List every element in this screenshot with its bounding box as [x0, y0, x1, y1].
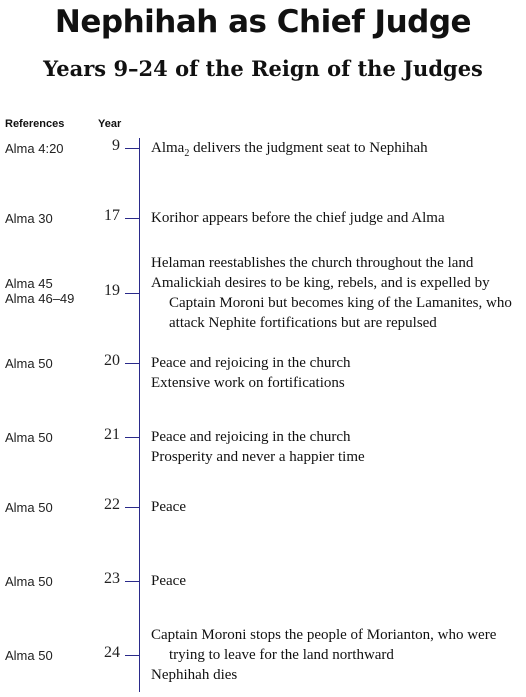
year-label: 22 [104, 496, 120, 513]
reference: Alma 50 [5, 356, 53, 371]
reference: Alma 4:20 [5, 141, 64, 156]
year-label: 24 [104, 644, 120, 661]
year-header: Year [98, 118, 122, 130]
event: Korihor appears before the chief judge and Alma [151, 210, 445, 226]
year-label: 9 [112, 137, 120, 154]
events-cell [151, 497, 523, 517]
events-cell [151, 138, 523, 164]
year-tick [125, 581, 139, 582]
year-label: 23 [104, 570, 120, 587]
events-cell [151, 253, 523, 333]
page-title: Nephihah as Chief Judge [54, 4, 472, 40]
references-cell [5, 500, 53, 515]
event: Helaman reestablishes the church throughout the land [151, 255, 474, 271]
references-cell [5, 141, 64, 156]
event: Captain Moroni stops the people of Morianton, who were trying to leave for the land northward [151, 627, 497, 663]
reference: Alma 50 [5, 574, 53, 589]
events-cell [151, 571, 523, 591]
year-tick [125, 363, 139, 364]
year-tick [125, 293, 139, 294]
year-label: 21 [104, 426, 120, 443]
reference: Alma 46–49 [5, 291, 75, 306]
event: Peace [151, 573, 186, 589]
event: Nephihah dies [151, 667, 238, 683]
events-cell [151, 208, 523, 228]
timeline-axis [139, 138, 140, 692]
events-cell [151, 625, 523, 685]
year-tick [125, 148, 139, 149]
year-tick [125, 655, 139, 656]
year-label: 19 [104, 282, 120, 299]
references-cell [5, 574, 53, 589]
reference: Alma 50 [5, 430, 53, 445]
year-label: 17 [104, 207, 120, 224]
event: Peace and rejoicing in the church [151, 429, 351, 445]
references-cell [5, 356, 53, 371]
reference: Alma 30 [5, 211, 53, 226]
year-tick [125, 437, 139, 438]
year-tick [125, 507, 139, 508]
event: Prosperity and never a happier time [151, 449, 365, 465]
reference: Alma 50 [5, 648, 53, 663]
reference: Alma 45 [5, 276, 53, 291]
year-label: 20 [104, 352, 120, 369]
references-cell [5, 648, 53, 663]
reference: Alma 50 [5, 500, 53, 515]
event: Peace [151, 499, 186, 515]
events-cell [151, 427, 523, 467]
year-tick [125, 218, 139, 219]
events-cell [151, 353, 523, 393]
page-subtitle: Years 9–24 of the Reign of the Judges [43, 56, 483, 81]
references-cell [5, 211, 53, 226]
event: Amalickiah desires to be king, rebels, and is expelled by Captain Moroni but becomes king of the Lamanites, who attack Nephite fortifications but are repulsed [151, 275, 512, 331]
event: Extensive work on fortifications [151, 375, 345, 391]
event: Peace and rejoicing in the church [151, 355, 351, 371]
references-cell [5, 430, 53, 445]
references-cell [5, 276, 74, 306]
references-header: References [5, 118, 65, 130]
event: Alma$_2$ delivers the judgment seat to Nephihah [151, 140, 428, 159]
